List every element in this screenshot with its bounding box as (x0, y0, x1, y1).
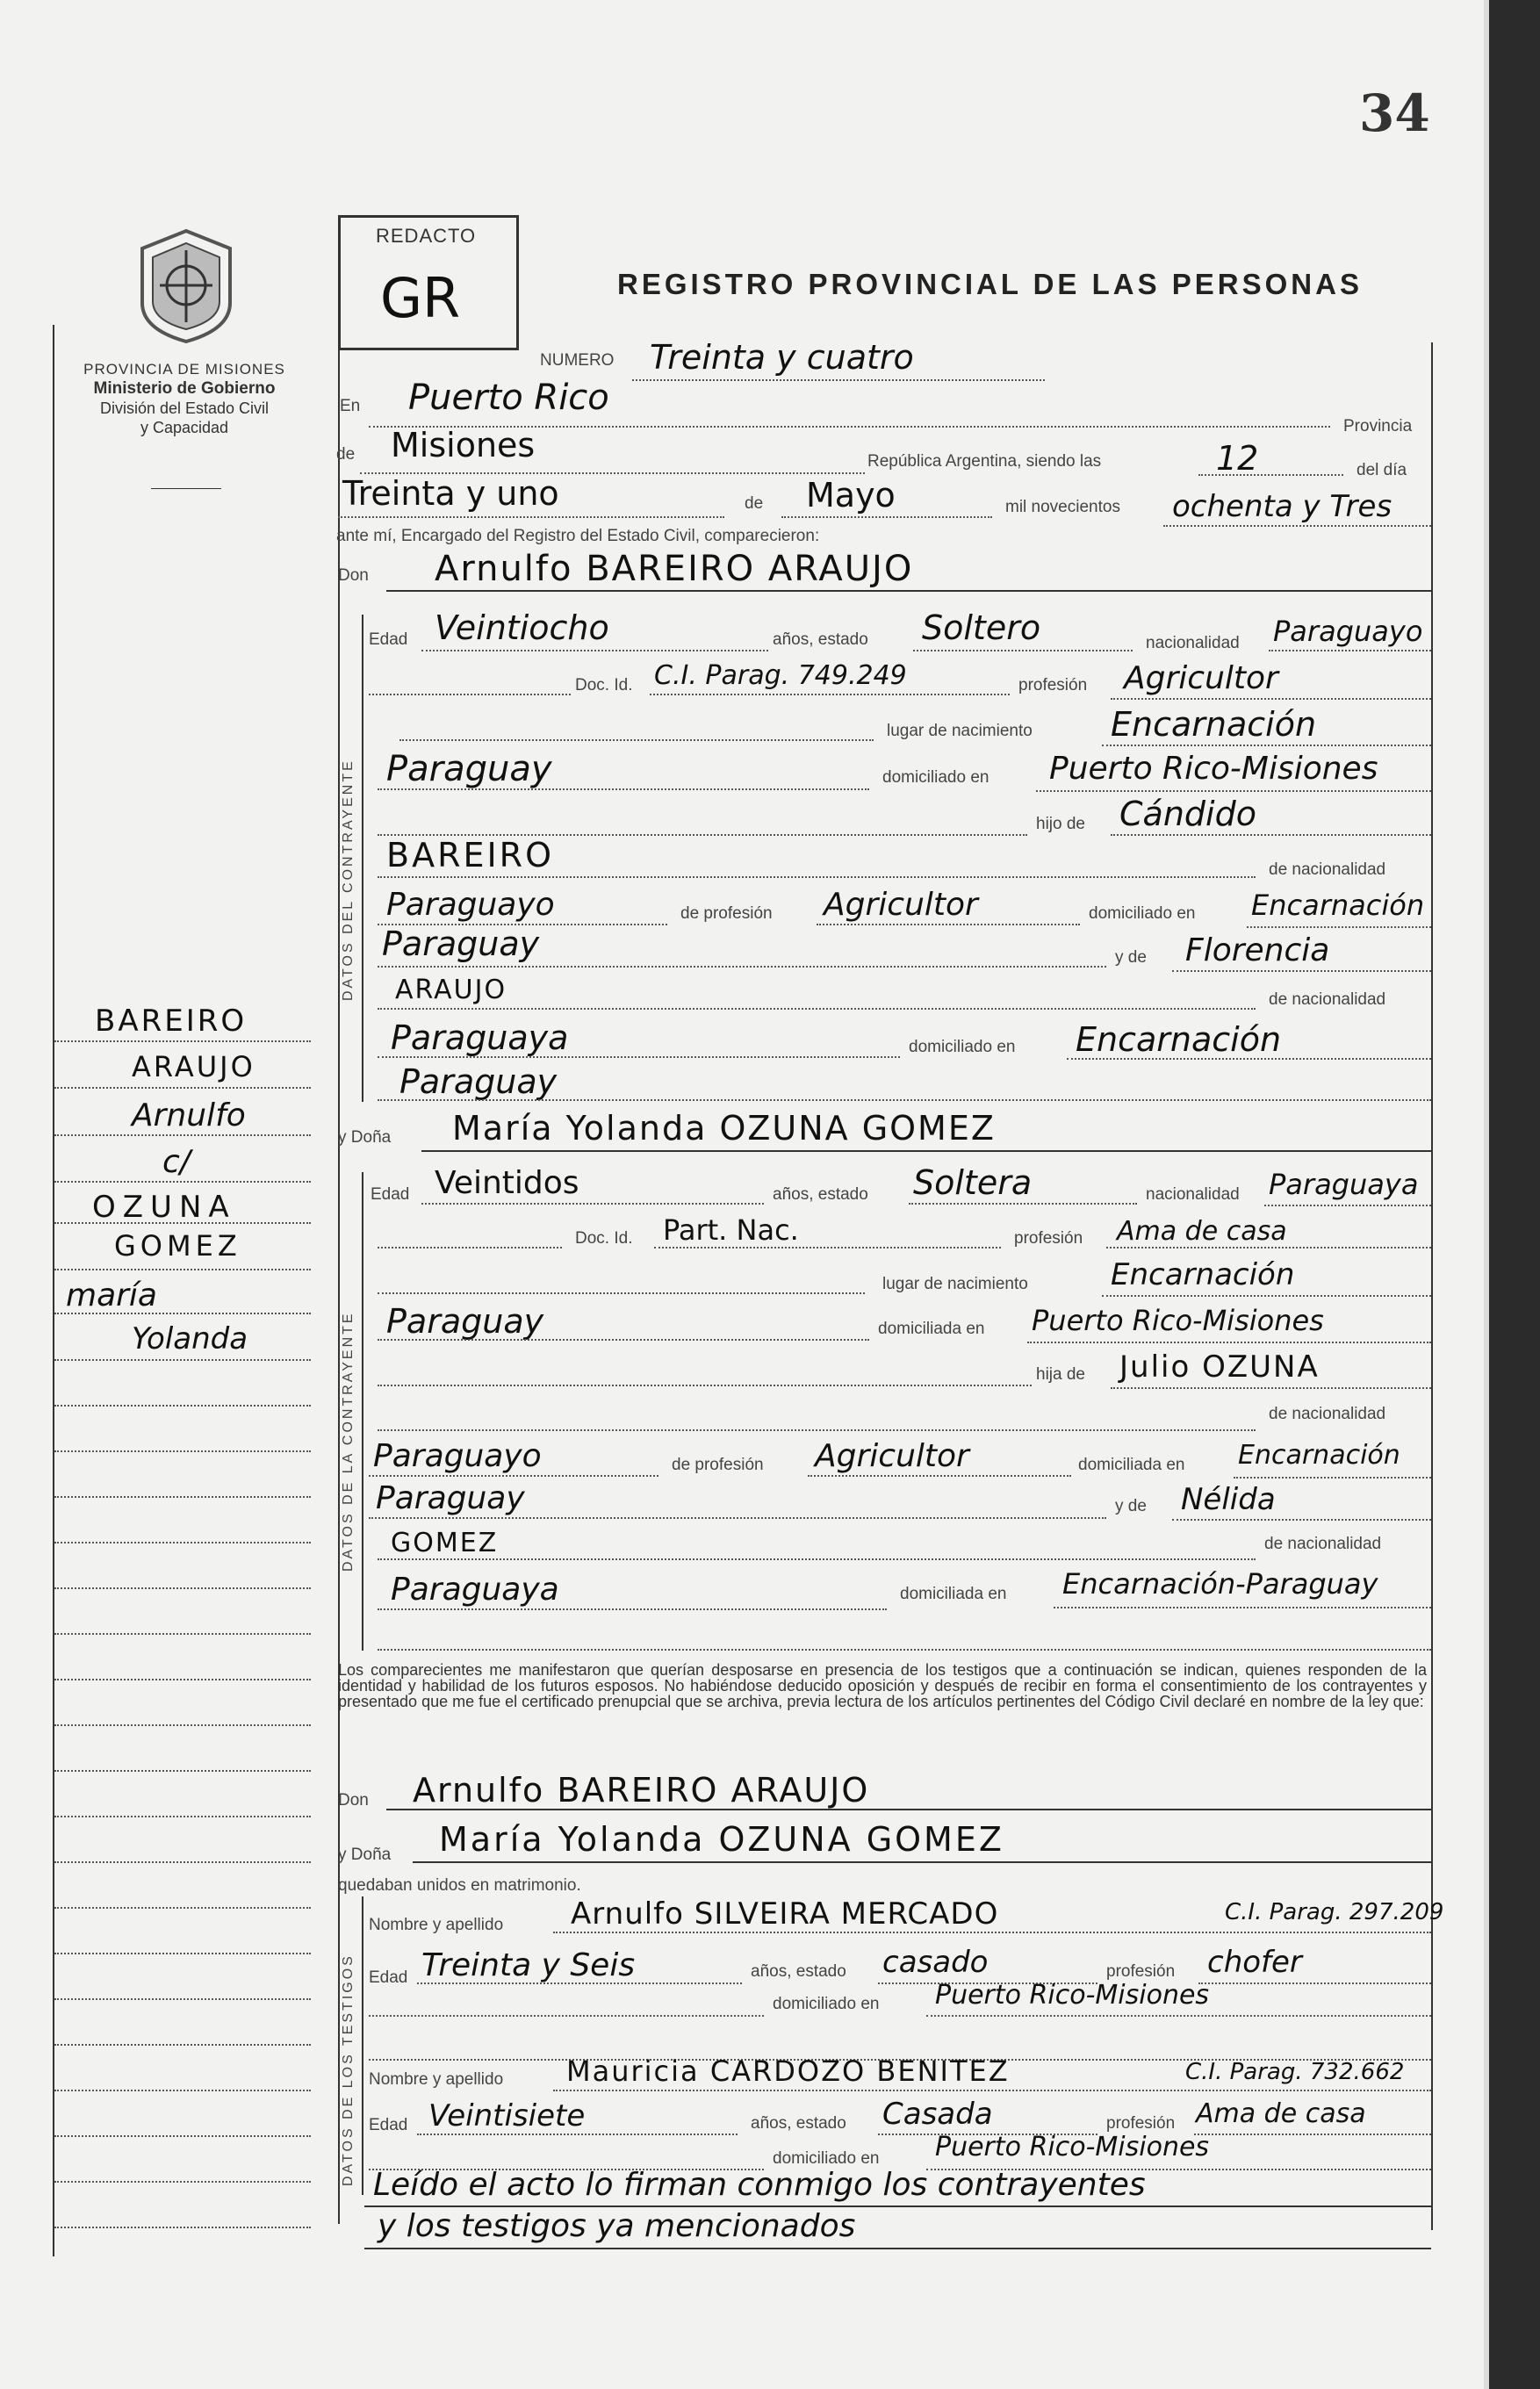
margin-note: GOMEZ (114, 1229, 241, 1263)
novio-profesion: Agricultor (1124, 660, 1278, 696)
novia-doc: Part. Nac. (663, 1213, 799, 1247)
section-bracket (362, 1172, 363, 1651)
acta-anio: ochenta y Tres (1172, 489, 1392, 524)
rule (378, 1608, 887, 1610)
de-nacionalidad-label: de nacionalidad (1269, 860, 1386, 879)
novio-padre-apellido: BAREIRO (386, 836, 554, 874)
rule (1054, 1607, 1431, 1608)
rule (553, 2090, 1431, 2091)
declaracion-don: Arnulfo BAREIRO ARAUJO (413, 1771, 870, 1810)
profesion-label: profesión (1106, 2114, 1176, 2133)
domiciliada-label: domiciliada en (900, 1585, 1007, 1603)
y-de-label: y de (1115, 948, 1147, 967)
margin-rule (54, 1542, 311, 1543)
nacionalidad-label: nacionalidad (1146, 1185, 1240, 1204)
margin-rule (54, 1359, 311, 1361)
rule (1106, 1247, 1431, 1248)
margin-note: c/ (162, 1144, 191, 1180)
margin-note: Arnulfo (132, 1097, 246, 1133)
rule (369, 694, 571, 695)
margin-rule (54, 1861, 311, 1863)
anos-estado-label: años, estado (751, 2114, 846, 2133)
margin-note: OZUNA (92, 1190, 236, 1225)
hija-de-label: hija de (1036, 1365, 1085, 1384)
margin-rule (54, 1679, 311, 1680)
de-nacionalidad-label: de nacionalidad (1269, 1405, 1386, 1423)
profesion-label: profesión (1014, 1229, 1083, 1248)
margin-rule (54, 2135, 311, 2137)
novia-lugar-nac: Encarnación (1111, 1257, 1295, 1292)
novio-edad: Veintiocho (435, 608, 609, 647)
novio-padre-dom: Encarnación (1251, 889, 1425, 922)
margin-rule (54, 1087, 311, 1089)
domiciliado-label: domiciliado en (882, 768, 989, 787)
section-label-testigos: DATOS DE LOS TESTIGOS (341, 1954, 356, 2186)
acta-lugar: Puerto Rico (408, 378, 609, 418)
profesion-label: profesión (1106, 1962, 1176, 1981)
de-label: de (336, 445, 356, 464)
margin-rule (54, 1496, 311, 1498)
main-frame-right (1431, 342, 1433, 2230)
margin-rule (54, 1181, 311, 1183)
acta-hora: 12 (1216, 439, 1259, 478)
en-label: En (340, 397, 361, 415)
page-number: 34 (1359, 83, 1430, 143)
novio-padre-prof: Agricultor (824, 887, 978, 923)
novia-domicilio: Puerto Rico-Misiones (1032, 1304, 1324, 1337)
y-dona-label: y Doña (338, 1128, 392, 1147)
margin-rule (54, 1222, 311, 1224)
novio-domicilio: Puerto Rico-Misiones (1049, 751, 1378, 787)
novio-estado: Soltero (922, 608, 1041, 647)
rule (1234, 1477, 1431, 1479)
rule (650, 694, 1010, 695)
declaracion-dona: María Yolanda OZUNA GOMEZ (439, 1820, 1004, 1859)
domiciliado-label: domiciliado en (909, 1038, 1016, 1056)
margin-rule (54, 1134, 311, 1136)
acta-dia: Treinta y uno (342, 474, 559, 513)
nombre-apellido-label: Nombre y apellido (369, 2070, 504, 2089)
edad-label: Edad (371, 1185, 410, 1204)
margin-note: Yolanda (132, 1321, 248, 1356)
testigo2-nombre: Mauricia CARDOZO BENITEZ (566, 2054, 1010, 2088)
rule (378, 966, 1106, 968)
testigo2-domicilio: Puerto Rico-Misiones (935, 2132, 1210, 2162)
rule (378, 1649, 1431, 1651)
rule (378, 1292, 865, 1294)
novio-madre-dom-pais: Paraguay (399, 1062, 558, 1101)
margin-rule (54, 1770, 311, 1772)
novia-padre: Julio OZUNA (1119, 1349, 1320, 1385)
margin-border (53, 325, 54, 2256)
testigo2-profesion: Ama de casa (1196, 2098, 1366, 2129)
rule (1163, 525, 1431, 527)
rule (369, 1517, 1106, 1519)
novio-nacionalidad: Paraguayo (1273, 615, 1423, 648)
anos-estado-label: años, estado (773, 630, 868, 649)
section-bracket (362, 615, 363, 1102)
lugar-nac-label: lugar de nacimiento (882, 1275, 1028, 1293)
margin-rule (54, 1313, 311, 1314)
rule (913, 650, 1133, 651)
lugar-nac-label: lugar de nacimiento (887, 722, 1033, 740)
testigo1-profesion: chofer (1207, 1945, 1302, 1980)
don-label: Don (338, 566, 369, 585)
page-title: REGISTRO PROVINCIAL DE LAS PERSONAS (617, 268, 1363, 300)
domiciliado-label: domiciliado en (773, 2149, 880, 2168)
margin-rule (54, 1953, 311, 1954)
nacionalidad-label: nacionalidad (1146, 634, 1240, 652)
testigo1-edad: Treinta y Seis (421, 1947, 636, 1983)
novio-doc: C.I. Parag. 749.249 (654, 660, 907, 691)
margin-rule (54, 1724, 311, 1726)
rule (386, 1809, 1431, 1810)
rule (1067, 1058, 1431, 1060)
y-de-label: y de (1115, 1497, 1147, 1515)
margin-rule (54, 1450, 311, 1452)
rule (817, 924, 1080, 925)
novio-madre-apellido: ARAUJO (395, 975, 507, 1005)
rule (1027, 1342, 1431, 1343)
edad-label: Edad (369, 2116, 408, 2134)
y-dona-label: y Doña (338, 1846, 392, 1864)
rule (417, 1982, 742, 1984)
division-name: División del Estado Civil (99, 399, 270, 417)
rule (926, 2015, 1431, 2017)
rule (369, 2015, 764, 2017)
section-label-contrayente: DATOS DE LA CONTRAYENTE (341, 1311, 356, 1572)
novio-lugar-nac: Encarnación (1111, 705, 1317, 744)
edad-label: Edad (369, 630, 408, 649)
province-name: PROVINCIA DE MISIONES (83, 361, 285, 378)
provincia-label: Provincia (1343, 417, 1413, 435)
don-label: Don (338, 1791, 369, 1810)
redacto-box (338, 215, 519, 350)
margin-rule (54, 2090, 311, 2091)
redacto-initials: GR (380, 266, 461, 330)
margin-rule (54, 1816, 311, 1817)
domiciliado-label: domiciliado en (773, 1995, 880, 2013)
rule (421, 650, 768, 651)
rule (1172, 970, 1431, 972)
rule (378, 1008, 1256, 1010)
ministry-name: Ministerio de Gobierno (93, 379, 276, 398)
hijo-de-label: hijo de (1036, 815, 1085, 833)
rule (808, 1475, 1071, 1477)
rule (1111, 698, 1431, 700)
redacto-label: REDACTO (376, 225, 477, 247)
acta-numero: Treinta y cuatro (650, 338, 914, 377)
novia-madre-apellido: GOMEZ (391, 1528, 499, 1558)
rule (1172, 1519, 1431, 1521)
nombre-apellido-label: Nombre y apellido (369, 1916, 504, 1934)
novia-madre: Nélida (1181, 1482, 1276, 1517)
rule (378, 1056, 900, 1058)
margin-note: BAREIRO (95, 1004, 248, 1039)
margin-rule (54, 1907, 311, 1909)
testigo1-estado: casado (882, 1945, 989, 1980)
margin-rule (54, 2227, 311, 2228)
testigo1-doc: C.I. Parag. 297.209 (1225, 1899, 1444, 1925)
issuing-authority (48, 360, 320, 437)
rule (378, 1247, 562, 1248)
de-profesion-label: de profesión (672, 1456, 764, 1474)
de-nacionalidad-label: de nacionalidad (1269, 990, 1386, 1009)
rule (553, 1932, 1431, 1933)
rule (1198, 1982, 1431, 1984)
rule (369, 1475, 658, 1477)
rule (654, 1247, 1001, 1248)
rule (413, 1861, 1431, 1863)
rule (386, 590, 1431, 592)
rule (421, 1150, 1431, 1152)
margin-rule (54, 2181, 311, 2183)
republica-label: República Argentina, siendo las (867, 452, 1102, 471)
domiciliado-label: domiciliado en (1089, 904, 1196, 923)
novia-nacionalidad: Paraguaya (1269, 1168, 1419, 1201)
novia-madre-dom: Encarnación-Paraguay (1062, 1567, 1378, 1601)
margin-note: maría (66, 1277, 157, 1313)
novia-pais-nac: Paraguay (386, 1302, 544, 1341)
rule (378, 876, 1256, 878)
novio-padre: Cándido (1119, 795, 1256, 833)
rule (1102, 745, 1431, 746)
anos-estado-label: años, estado (773, 1185, 868, 1204)
novio-padre-dom-pais: Paraguay (382, 925, 540, 963)
margin-rule (54, 1405, 311, 1407)
rule (378, 1429, 1256, 1431)
margin-rule (54, 1633, 311, 1635)
acta-mes: Mayo (806, 476, 896, 514)
rule (378, 1339, 869, 1341)
numero-label: NUMERO (540, 351, 615, 370)
rule (909, 1203, 1137, 1205)
rule (364, 2206, 1431, 2207)
domiciliada-label: domiciliada en (878, 1320, 985, 1338)
margin-rule (54, 1269, 311, 1270)
novio-madre-dom: Encarnación (1076, 1020, 1282, 1059)
division-name-2: y Capacidad (140, 419, 229, 436)
margin-rule (54, 1587, 311, 1589)
rule (1269, 650, 1431, 651)
novia-edad: Veintidos (435, 1165, 579, 1201)
novia-padre-prof: Agricultor (815, 1438, 969, 1474)
rule (399, 739, 874, 741)
ante-mi-label: ante mí, Encargado del Registro del Estado Civil, comparecieron: (336, 527, 820, 545)
novia-madre-nac: Paraguaya (391, 1572, 559, 1608)
novio-padre-nac: Paraguayo (386, 887, 555, 923)
testigo1-nombre: Arnulfo SILVEIRA MERCADO (571, 1896, 999, 1932)
novia-padre-dom: Encarnación (1238, 1440, 1400, 1471)
rule (417, 2134, 738, 2135)
de-profesion-label: de profesión (680, 904, 773, 923)
rule (1036, 790, 1431, 792)
rule (338, 516, 724, 518)
doc-label: Doc. Id. (575, 1229, 633, 1248)
margin-rule (54, 1040, 311, 1042)
margin-note: ARAUJO (132, 1050, 255, 1083)
mil-label: mil novecientos (1005, 498, 1120, 516)
testigo2-doc: C.I. Parag. 732.662 (1185, 2059, 1405, 2085)
novio-nombre: Arnulfo BAREIRO ARAUJO (435, 549, 914, 589)
testigo2-edad: Veintisiete (428, 2098, 586, 2134)
domiciliada-label: domiciliada en (1078, 1456, 1185, 1474)
novio-madre-nac: Paraguaya (391, 1018, 569, 1057)
rule (1264, 1205, 1431, 1206)
rule (1111, 1387, 1431, 1389)
provincial-seal-icon (132, 224, 241, 347)
del-dia-label: del día (1356, 461, 1407, 479)
novio-madre: Florencia (1185, 932, 1330, 968)
anos-estado-label: años, estado (751, 1962, 846, 1981)
main-frame-left (338, 345, 340, 2224)
section-label-contrayente: DATOS DEL CONTRAYENTE (341, 759, 356, 1001)
novia-nombre: María Yolanda OZUNA GOMEZ (452, 1109, 996, 1148)
divider (151, 488, 221, 489)
rule (1102, 1295, 1431, 1297)
margin-rule (54, 1998, 311, 2000)
rule (632, 379, 1045, 381)
de-nacionalidad-label: de nacionalidad (1264, 1535, 1382, 1553)
rule (378, 1099, 1431, 1101)
edad-label: Edad (369, 1968, 408, 1987)
rule (421, 1203, 764, 1205)
rule (1194, 2134, 1431, 2135)
quedaban-label: quedaban unidos en matrimonio. (338, 1876, 581, 1895)
rule (781, 516, 992, 518)
novio-pais-nac: Paraguay (386, 749, 552, 789)
closing-line-1: Leído el acto lo firman conmigo los contrayentes (373, 2167, 1146, 2203)
de-mes-label: de (745, 494, 764, 513)
rule (364, 2248, 1431, 2249)
novia-padre-nac: Paraguayo (373, 1438, 542, 1474)
rule (1198, 474, 1343, 476)
testigo1-domicilio: Puerto Rico-Misiones (935, 1980, 1210, 2011)
novia-estado: Soltera (913, 1163, 1033, 1202)
rule (1111, 834, 1431, 836)
closing-line-2: y los testigos ya mencionados (378, 2208, 856, 2244)
testigo2-estado: Casada (882, 2097, 993, 2132)
novia-profesion: Ama de casa (1117, 1216, 1287, 1247)
section-bracket (362, 1896, 363, 2195)
novia-padre-dom-pais: Paraguay (376, 1480, 525, 1516)
margin-rule (54, 2044, 311, 2046)
doc-label: Doc. Id. (575, 676, 633, 694)
legal-paragraph: Los comparecientes me manifestaron que querían desposarse en presencia de los testigos que a continuación se indican, quienes responden de la identidad y habilidad de los futuros esposos. No habiéndose deducido oposición y después de recibir en forma el consentimiento de los contrayentes y presentado que me fue el certificado prenupcial que se archiva, previa lectura de los artículos pertinentes del Código Civil declaré en nombre de la ley que: (338, 1661, 1427, 1710)
profesion-label: profesión (1018, 676, 1088, 694)
rule (378, 1385, 1032, 1386)
rule (378, 788, 869, 790)
rule (378, 1558, 1256, 1560)
acta-provincia: Misiones (391, 426, 536, 464)
rule (1247, 926, 1431, 928)
